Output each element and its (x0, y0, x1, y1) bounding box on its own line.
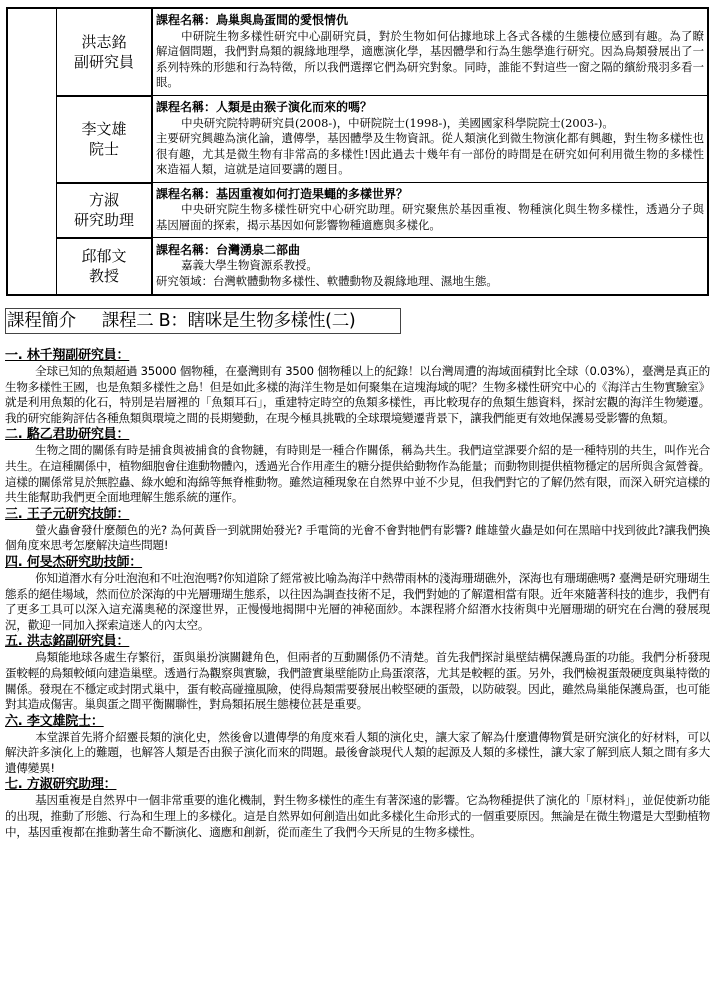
course-intro-title: 課程二 B：瞎咪是生物多樣性(二) (101, 311, 356, 331)
course-section (5, 426, 710, 505)
speaker-description-cell (152, 96, 708, 183)
speaker-title: 院士 (88, 140, 119, 158)
speaker-name-cell (57, 183, 153, 238)
speaker-intro: 中央研究院特聘研究員(2008-)，中研院院士(1998-)，美國國家科學院院士(2003-)。 (181, 115, 614, 130)
speaker-name-cell (57, 238, 153, 296)
speaker-name: 方淑 (88, 191, 119, 209)
section-heading: 七. 方淑研究助理： (5, 777, 117, 793)
section-body: 基因重複是自然界中一個非常重要的進化機制，對生物多樣性的產生有著深遠的影響。它為物種提供了演化的「原材料」，並促使新功能的出現，推動了形態、行為和生理上的多樣化。這是自然界如何創造出如此多樣化生命形式的一個重要原因。無論是在微生物還是大型動植物中，基因重複都在推動著生命不斷演化、適應和創新，從而產生了我們今天所見的生物多樣性。 (5, 793, 710, 839)
speaker-intro: 中研院生物多樣性研究中心副研究員，對於生物如何佔據地球上各式各樣的生態棲位感到有趣。為了瞭解這個問題，我們對鳥類的親緣地理學，適應演化學，基因體學和行為生態學進行研究。因為鳥類發展出了一系列特殊的形態和行為特徵，所以我們選擇它們為研究對象。同時，誰能不對這些一窗之隔的繽紛飛羽多看一眼。 (156, 28, 704, 90)
course-name: 台灣湧泉二部曲 (216, 242, 301, 257)
course-label: 課程名稱： (156, 13, 217, 28)
speaker-title: 副研究員 (73, 52, 134, 71)
section-heading: 三. 王子元研究技師： (5, 506, 130, 522)
speaker-description-cell (152, 8, 708, 96)
section-body: 本堂課首先將介紹靈長類的演化史，然後會以遺傳學的角度來看人類的演化史，讓大家了解為什麼遺傳物質是研究演化的好材料，可以解決許多演化上的難題，也解答人類是否由猴子演化而來的問題。最後會談現代人類的起源及人類的多樣性，讓大家了解到底人類之間有多大遺傳變異! (5, 729, 710, 775)
course-intro-header (5, 308, 401, 334)
speaker-name-cell (57, 96, 153, 183)
section-heading: 六. 李文雄院士： (5, 713, 104, 729)
speaker-description-cell (152, 183, 708, 238)
speaker-title: 研究助理 (73, 211, 134, 229)
section-body: 鳥類能地球各處生存繁衍，蛋與巢扮演關鍵角色，但兩者的互動關係仍不清楚。首先我們探討巢壁結構保護鳥蛋的功能。我們分析發現蛋較輕的鳥類較傾向建造巢壁。透過行為觀察與實驗，我們證實巢壁能防止鳥蛋滾落，尤其是較輕的蛋。另外，我們檢視蛋殼硬度與巢特徵的關係。發現在不穩定或封閉式巢中，蛋有較高碰撞風險，使得鳥類需要發展出較堅硬的蛋殼，以防破裂。因此，雖然鳥巢能保護鳥蛋，也可能對其造成傷害。巢與蛋之間平衡關聯性，對鳥類拓展生態棲位甚是重要。 (5, 650, 710, 712)
speaker-row (7, 183, 708, 238)
speaker-intro: 中央研究院生物多樣性研究中心研究助理。研究聚焦於基因重複、物種演化與生物多樣性，透過分子與基因層面的探索，揭示基因如何影響物種適應與多樣化。 (156, 202, 704, 232)
speaker-row (7, 8, 708, 96)
speaker-name: 洪志銘 (81, 32, 127, 51)
course-title (156, 100, 704, 116)
course-title (156, 13, 704, 29)
course-section (5, 713, 710, 777)
course-title (156, 243, 704, 259)
course-sections (5, 345, 710, 840)
course-section (5, 776, 710, 840)
course-title (156, 187, 704, 203)
course-section (5, 506, 710, 554)
speaker-table (6, 7, 709, 296)
course-section (5, 347, 710, 426)
speaker-research: 研究領域：台灣軟體動物多樣性、軟體動物及親緣地理、濕地生態。 (156, 273, 498, 288)
speaker-name: 邱郁文 (81, 247, 127, 266)
course-label-cell (7, 8, 57, 295)
speaker-research: 主要研究興趣為演化論，遺傳學，基因體學及生物資訊。從人類演化到微生物演化都有興趣，對生物多樣性也很有趣，尤其是微生物有非常高的多樣性!因此過去十幾年有一部份的時間是在研究如何利用微生物的多樣性來造福人類，這就是這回要講的題目。 (156, 131, 704, 177)
section-heading: 五. 洪志銘副研究員： (5, 634, 130, 650)
section-body: 螢火蟲會發什麼顏色的光? 為何黃昏一到就開始發光? 手電筒的光會不會對牠們有影響? 雌雄螢火蟲是如何在黑暗中找到彼此?讓我們換個角度來思考怎麼解決這些問題! (5, 522, 710, 553)
course-intro-label: 課程簡介 (7, 311, 76, 331)
speaker-title: 教授 (88, 267, 119, 286)
course-section (5, 554, 710, 633)
course-name: 鳥巢與鳥蛋間的愛恨情仇 (216, 13, 349, 28)
section-body: 你知道潛水有分吐泡泡和不吐泡泡嗎?你知道除了經常被比喻為海洋中熱帶雨林的淺海珊瑚礁外，深海也有珊瑚礁嗎? 臺灣是研究珊瑚生態系的絕佳場域，然而位於深海的中光層珊瑚生態系，以往因為調查技術不足，我們對她的了解還相當有限。近年來隨著科技的進步，我們有了更多工具可以深入這充滿奧秘的深邃世界，正慢慢地揭開中光層的神秘面紗。本課程將介紹潛水技術與中光層珊瑚的研究在台灣的發展現況，歡迎一同加入探索這迷人的內太空。 (5, 570, 710, 632)
speaker-row (7, 96, 708, 183)
section-body: 生物之間的關係有時是捕食與被捕食的食物鏈，有時則是一種合作關係，稱為共生。我們這堂課要介紹的是一種特別的共生，叫作光合共生。在這種關係中，植物細胞會住進動物體內，透過光合作用產生的糖分提供給動物作為能量；而動物則提供植物穩定的居所與含氮營養。這樣的關係常見於無腔蟲、綠水螅和海綿等無脊椎動物。雖然這種現象在自然界中並不少見，但我們對它的了解仍然有限，而深入研究這樣的共生能幫助我們更全面地理解生態系統的運作。 (5, 443, 710, 505)
course-name: 人類是由猴子演化而來的嗎？ (216, 100, 373, 115)
course-label: 課程名稱： (156, 242, 217, 257)
section-heading: 一. 林千翔副研究員： (5, 348, 130, 363)
speaker-row (7, 238, 708, 296)
course-label: 課程名稱： (156, 186, 217, 201)
section-body: 全球已知的魚類超過 35000 個物種，在臺灣則有 3500 個物種以上的紀錄！以台灣周遭的海域面積對比全球（0.03%），臺灣是真正的生物多樣性王國，也是魚類多樣性之島！但是如此多樣的海洋生物是如何聚集在這塊海域的呢？生物多樣性研究中心的《海洋古生物實驗室》就是利用魚類的化石，特別是岩層裡的「魚類耳石」，重建特定時空的魚類多樣性，再比較現存的魚類生態資料，探討宏觀的海洋生物變遷。我的研究能夠評估各種魚類與環境之間的長期變動，在現今極具挑戰的全球環境變遷背景下，讓我們能更有效地保護易受影響的魚類。 (5, 364, 711, 425)
course-name: 基因重複如何打造果蠅的多樣世界？ (216, 186, 409, 201)
course-section (5, 633, 710, 712)
speaker-description-cell (152, 238, 708, 296)
section-heading: 四. 何旻杰研究助技師： (5, 554, 143, 570)
speaker-name-cell (57, 8, 153, 96)
course-label: 課程名稱： (156, 100, 217, 115)
speaker-name: 李文雄 (81, 120, 127, 138)
speaker-intro: 嘉義大學生物資源系教授。 (181, 258, 318, 273)
section-heading: 二. 駱乙君助研究員： (5, 427, 130, 443)
